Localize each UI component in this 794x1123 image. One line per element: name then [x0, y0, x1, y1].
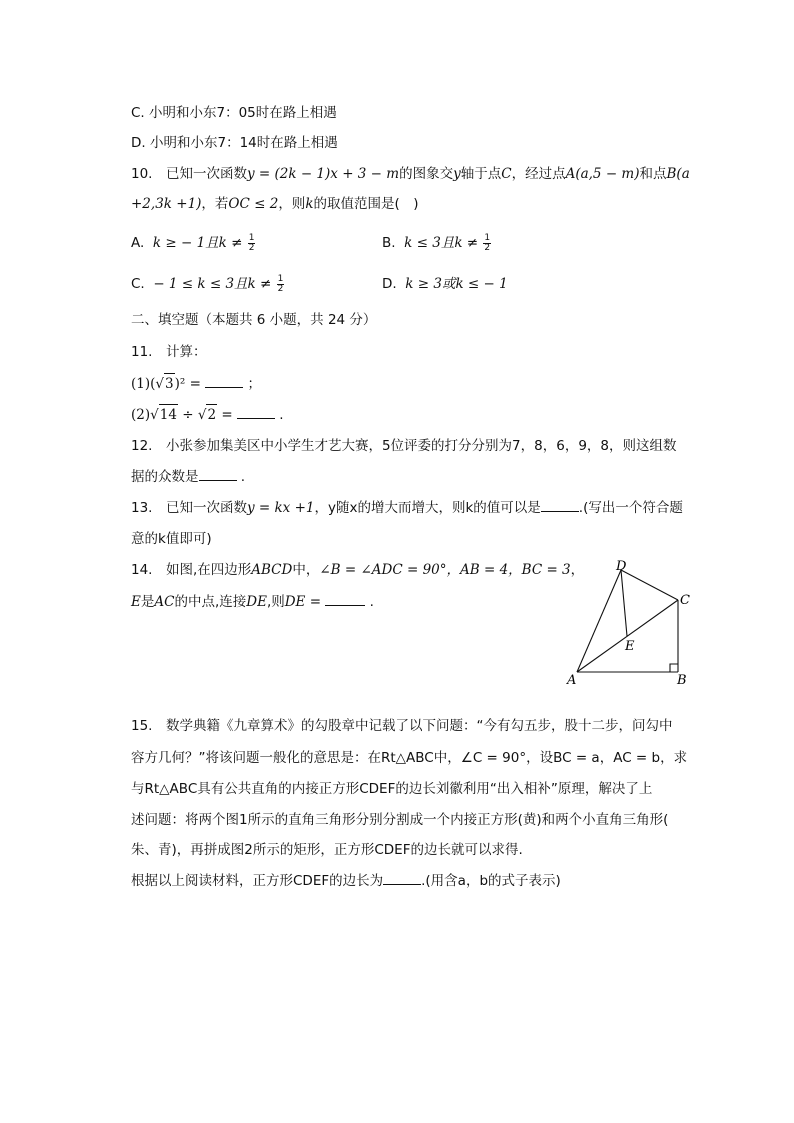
label-d: D [616, 559, 627, 574]
q10-text: ，则 [278, 196, 306, 212]
q10-point-b-cont: +2,3k +1) [131, 196, 202, 212]
frac-num: 1 [248, 232, 255, 243]
q11-part1 [131, 373, 261, 394]
q12-line2 [131, 467, 245, 487]
segment-de [621, 570, 627, 636]
q14-text: 中， [292, 562, 320, 578]
answer-blank[interactable] [237, 406, 275, 419]
option-label: D. [382, 276, 397, 292]
q10-point-b: B(a [666, 166, 690, 182]
q14-line1 [131, 560, 584, 580]
q15-line1: 15. 数学典籍《九章算术》的勾股章中记载了以下问题：“今有勾五步，股十二步，问勾中 [131, 718, 673, 734]
label-e: E [625, 639, 635, 654]
q13-function: y = kx +1 [246, 500, 315, 516]
sqrt-sign: √ [197, 407, 207, 423]
q14-var: AC [154, 594, 175, 610]
q13-text: 13. 已知一次函数 [131, 500, 247, 516]
q14-text: 的中点,连接 [174, 594, 247, 610]
sqrt-sign: √ [155, 376, 164, 392]
q10-stem-line1 [131, 164, 690, 184]
q10-condition: OC ≤ 2 [228, 196, 279, 212]
option-expr: k ≤ 3且k ≠ [404, 235, 479, 251]
option-expr: − 1 ≤ k ≤ 3且k ≠ [153, 276, 272, 292]
frac-den: 2 [484, 242, 491, 253]
q15-line6 [131, 871, 561, 891]
label-b: B [677, 673, 687, 688]
q14-var: ABCD [251, 562, 293, 578]
q14-text: . [369, 594, 374, 610]
q11-text: )² = [174, 376, 201, 392]
label-a: A [567, 673, 577, 688]
q9-option-d: D. 小明和小东7：14时在路上相遇 [131, 135, 338, 151]
frac-den: 2 [277, 283, 284, 294]
q10-text: 的取值范围是( ) [313, 196, 419, 212]
q10-var: y [453, 166, 461, 182]
q15-line4: 述问题：将两个图1所示的直角三角形分别分割成一个内接正方形(黄)和两个小直角三角形( [131, 812, 669, 828]
q10-stem-line2 [131, 194, 419, 214]
option-label: A. [131, 235, 145, 251]
label-c: C [680, 593, 690, 608]
option-label: B. [382, 235, 396, 251]
q14-var: E [131, 594, 141, 610]
q15-text: 根据以上阅读材料，正方形CDEF的边长为 [131, 873, 384, 889]
q14-text: 14. 如图,在四边形 [131, 562, 252, 578]
frac-num: 1 [277, 273, 284, 284]
q15-line2: 容方几何？”将该问题一般化的意思是：在Rt△ABC中，∠C = 90°，设BC = a，AC = b，求 [131, 750, 688, 766]
q13-line1 [131, 498, 683, 518]
q10-number: 10. 已知一次函数 [131, 166, 247, 182]
q10-var: C [501, 166, 512, 182]
q12-text: 据的众数是 [131, 469, 199, 485]
q10-option-b [382, 233, 492, 253]
q14-text: 是 [140, 594, 155, 610]
q15-line3: 与Rt△ABC具有公共直角的内接正方形CDEF的边长刘徽利用“出入相补”原理，解决了上 [131, 781, 653, 797]
equals-sign: = [221, 407, 233, 423]
fraction-half [277, 275, 285, 294]
q11-text: ； [247, 376, 261, 392]
option-expr: k ≥ 3或k ≤ − 1 [405, 276, 508, 292]
q12-line1: 12. 小张参加集美区中小学生才艺大赛，5位评委的打分分别为7，8，6，9，8，则这组数 [131, 438, 677, 454]
fraction-half [483, 234, 491, 253]
segment-dc [621, 570, 678, 600]
answer-blank[interactable] [199, 468, 237, 481]
q10-option-d [382, 274, 508, 294]
answer-blank[interactable] [325, 593, 365, 606]
q10-text: 和点 [639, 166, 667, 182]
right-angle-mark [670, 664, 678, 672]
fraction-half [248, 234, 256, 253]
q12-text: . [240, 469, 246, 485]
q11-text: (2) [131, 407, 151, 423]
q10-text: ，经过点 [511, 166, 566, 182]
q11-text: (1)( [131, 376, 156, 392]
option-label: C. [131, 276, 145, 292]
q10-point-a: A(a,5 − m) [565, 166, 640, 182]
radicand: 2 [206, 404, 217, 425]
q11-part2 [131, 404, 284, 425]
q14-var: DE [246, 594, 267, 610]
q10-var: k [305, 196, 314, 212]
q10-text: 轴于点 [460, 166, 502, 182]
q9-option-c: C. 小明和小东7：05时在路上相遇 [131, 105, 337, 121]
divide-sign: ÷ [182, 407, 194, 423]
sqrt-sign: √ [150, 407, 159, 423]
q13-text: ，y随x的增大而增大，则k的值可以是 [314, 500, 541, 516]
q14-text: ， [570, 562, 585, 578]
q13-line2: 意的k值即可) [131, 531, 212, 547]
answer-blank[interactable] [383, 872, 421, 885]
q15-line5: 朱、青)，再拼成图2所示的矩形，正方形CDEF的边长就可以求得. [131, 842, 523, 858]
q10-text: ，若 [201, 196, 229, 212]
q10-function: y = (2k − 1)x + 3 − m [246, 166, 400, 182]
frac-num: 1 [484, 232, 491, 243]
q15-text: .(用含a，b的式子表示) [421, 873, 561, 889]
radicand: 3 [164, 373, 175, 394]
q11-stem: 11. 计算： [131, 344, 207, 360]
q10-option-c [131, 274, 285, 294]
q10-option-a [131, 233, 256, 253]
answer-blank[interactable] [205, 375, 243, 388]
q10-text: 的图象交 [399, 166, 454, 182]
q13-text: .(写出一个符合题 [578, 500, 683, 516]
q14-var: DE = [284, 594, 322, 610]
frac-den: 2 [248, 242, 255, 253]
section-heading: 二、填空题（本题共 6 小题，共 24 分） [131, 312, 377, 328]
q14-conditions: ∠B = ∠ADC = 90°，AB = 4，BC = 3 [319, 562, 571, 578]
radicand: 14 [159, 404, 178, 425]
q14-line2 [131, 592, 374, 612]
q14-text: ,则 [266, 594, 285, 610]
option-expr: k ≥ − 1且k ≠ [152, 235, 243, 251]
answer-blank[interactable] [541, 499, 579, 512]
q11-text: . [279, 407, 284, 423]
q14-figure [560, 557, 700, 689]
